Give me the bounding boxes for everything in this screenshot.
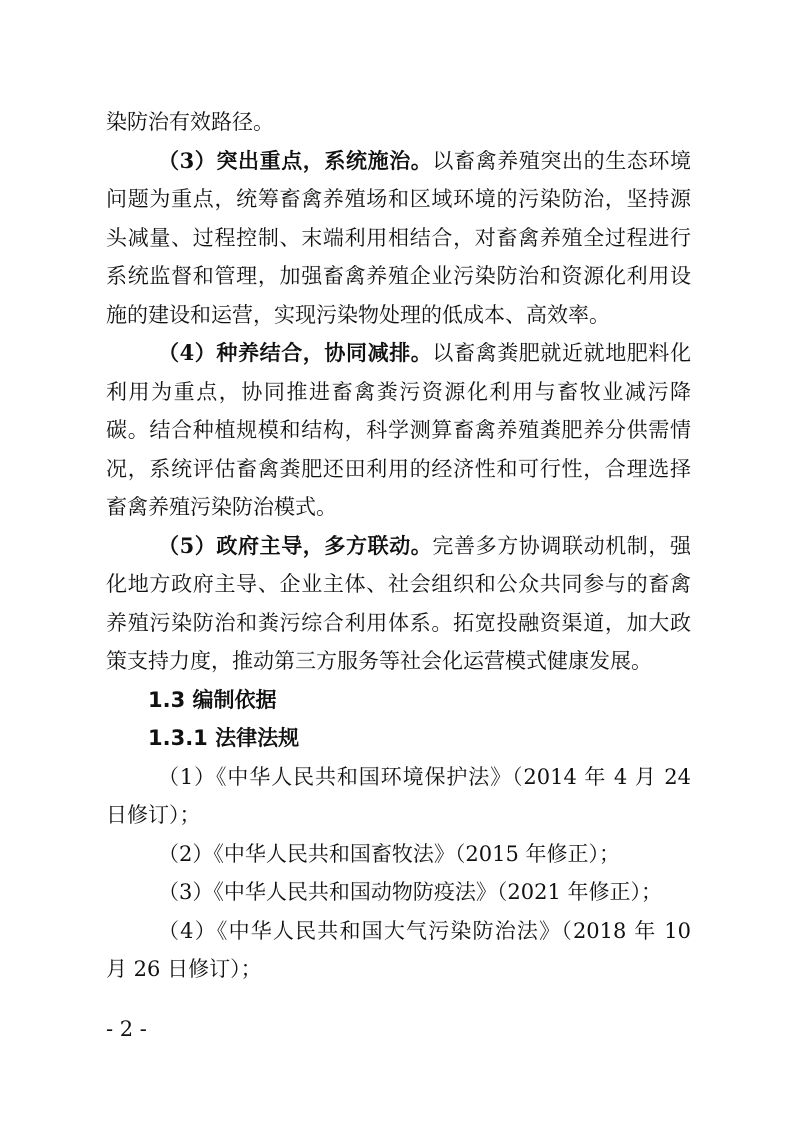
principle-3-title: （3）突出重点，系统施治。 — [158, 147, 433, 173]
principle-4-title: （4）种养结合，协同减排。 — [158, 340, 433, 365]
principle-5-paragraph — [106, 527, 691, 681]
continuation-paragraph — [106, 103, 691, 142]
principle-3-paragraph — [106, 142, 691, 335]
principle-4-body: 以畜禽粪肥就近就地肥料化利用为重点，协同推进畜禽粪污资源化利用与畜牧业减污降碳。结合种植规模和结构，科学测算畜禽养殖粪肥养分供需情况，系统评估畜禽粪肥还田利用的经济性和可行性，合理选择畜禽养殖污染防治模式。 — [106, 341, 691, 519]
principle-4-paragraph — [106, 334, 691, 527]
principle-3-body: 以畜禽养殖突出的生态环境问题为重点，统筹畜禽养殖场和区域环境的污染防治，坚持源头减量、过程控制、末端利用相结合，对畜禽养殖全过程进行系统监督和管理，加强畜禽养殖企业污染防治和资源化利用设施的建设和运营，实现污染物处理的低成本、高效率。 — [106, 148, 691, 327]
section-heading-1-3-1: 1.3.1 法律法规 — [148, 726, 300, 750]
law-item-3: （3）《中华人民共和国动物防疫法》（2021 年修正）； — [158, 880, 662, 904]
principle-5-title: （5）政府主导，多方联动。 — [158, 532, 433, 558]
section-heading-1-3: 1.3 编制依据 — [148, 687, 277, 712]
principle-5-body: 完善多方协调联动机制，强化地方政府主导、企业主体、社会组织和公众共同参与的畜禽养殖污染防治和粪污综合利用体系。拓宽投融资渠道，加大政策支持力度，推动第三方服务等社会化运营模式健康发展。 — [106, 533, 691, 673]
law-item-2: （2）《中华人民共和国畜牧法》（2015 年修正）； — [158, 841, 620, 866]
law-item-4: （4）《中华人民共和国大气污染防治法》（2018 年 10 月 26 日修订）； — [106, 918, 691, 981]
continuation-text: 染防治有效路径。 — [106, 110, 274, 134]
document-body — [106, 103, 691, 989]
page-number: - 2 - — [106, 1017, 147, 1041]
law-item-1: （1）《中华人民共和国环境保护法》（2014 年 4 月 24 日修订）； — [106, 764, 691, 827]
